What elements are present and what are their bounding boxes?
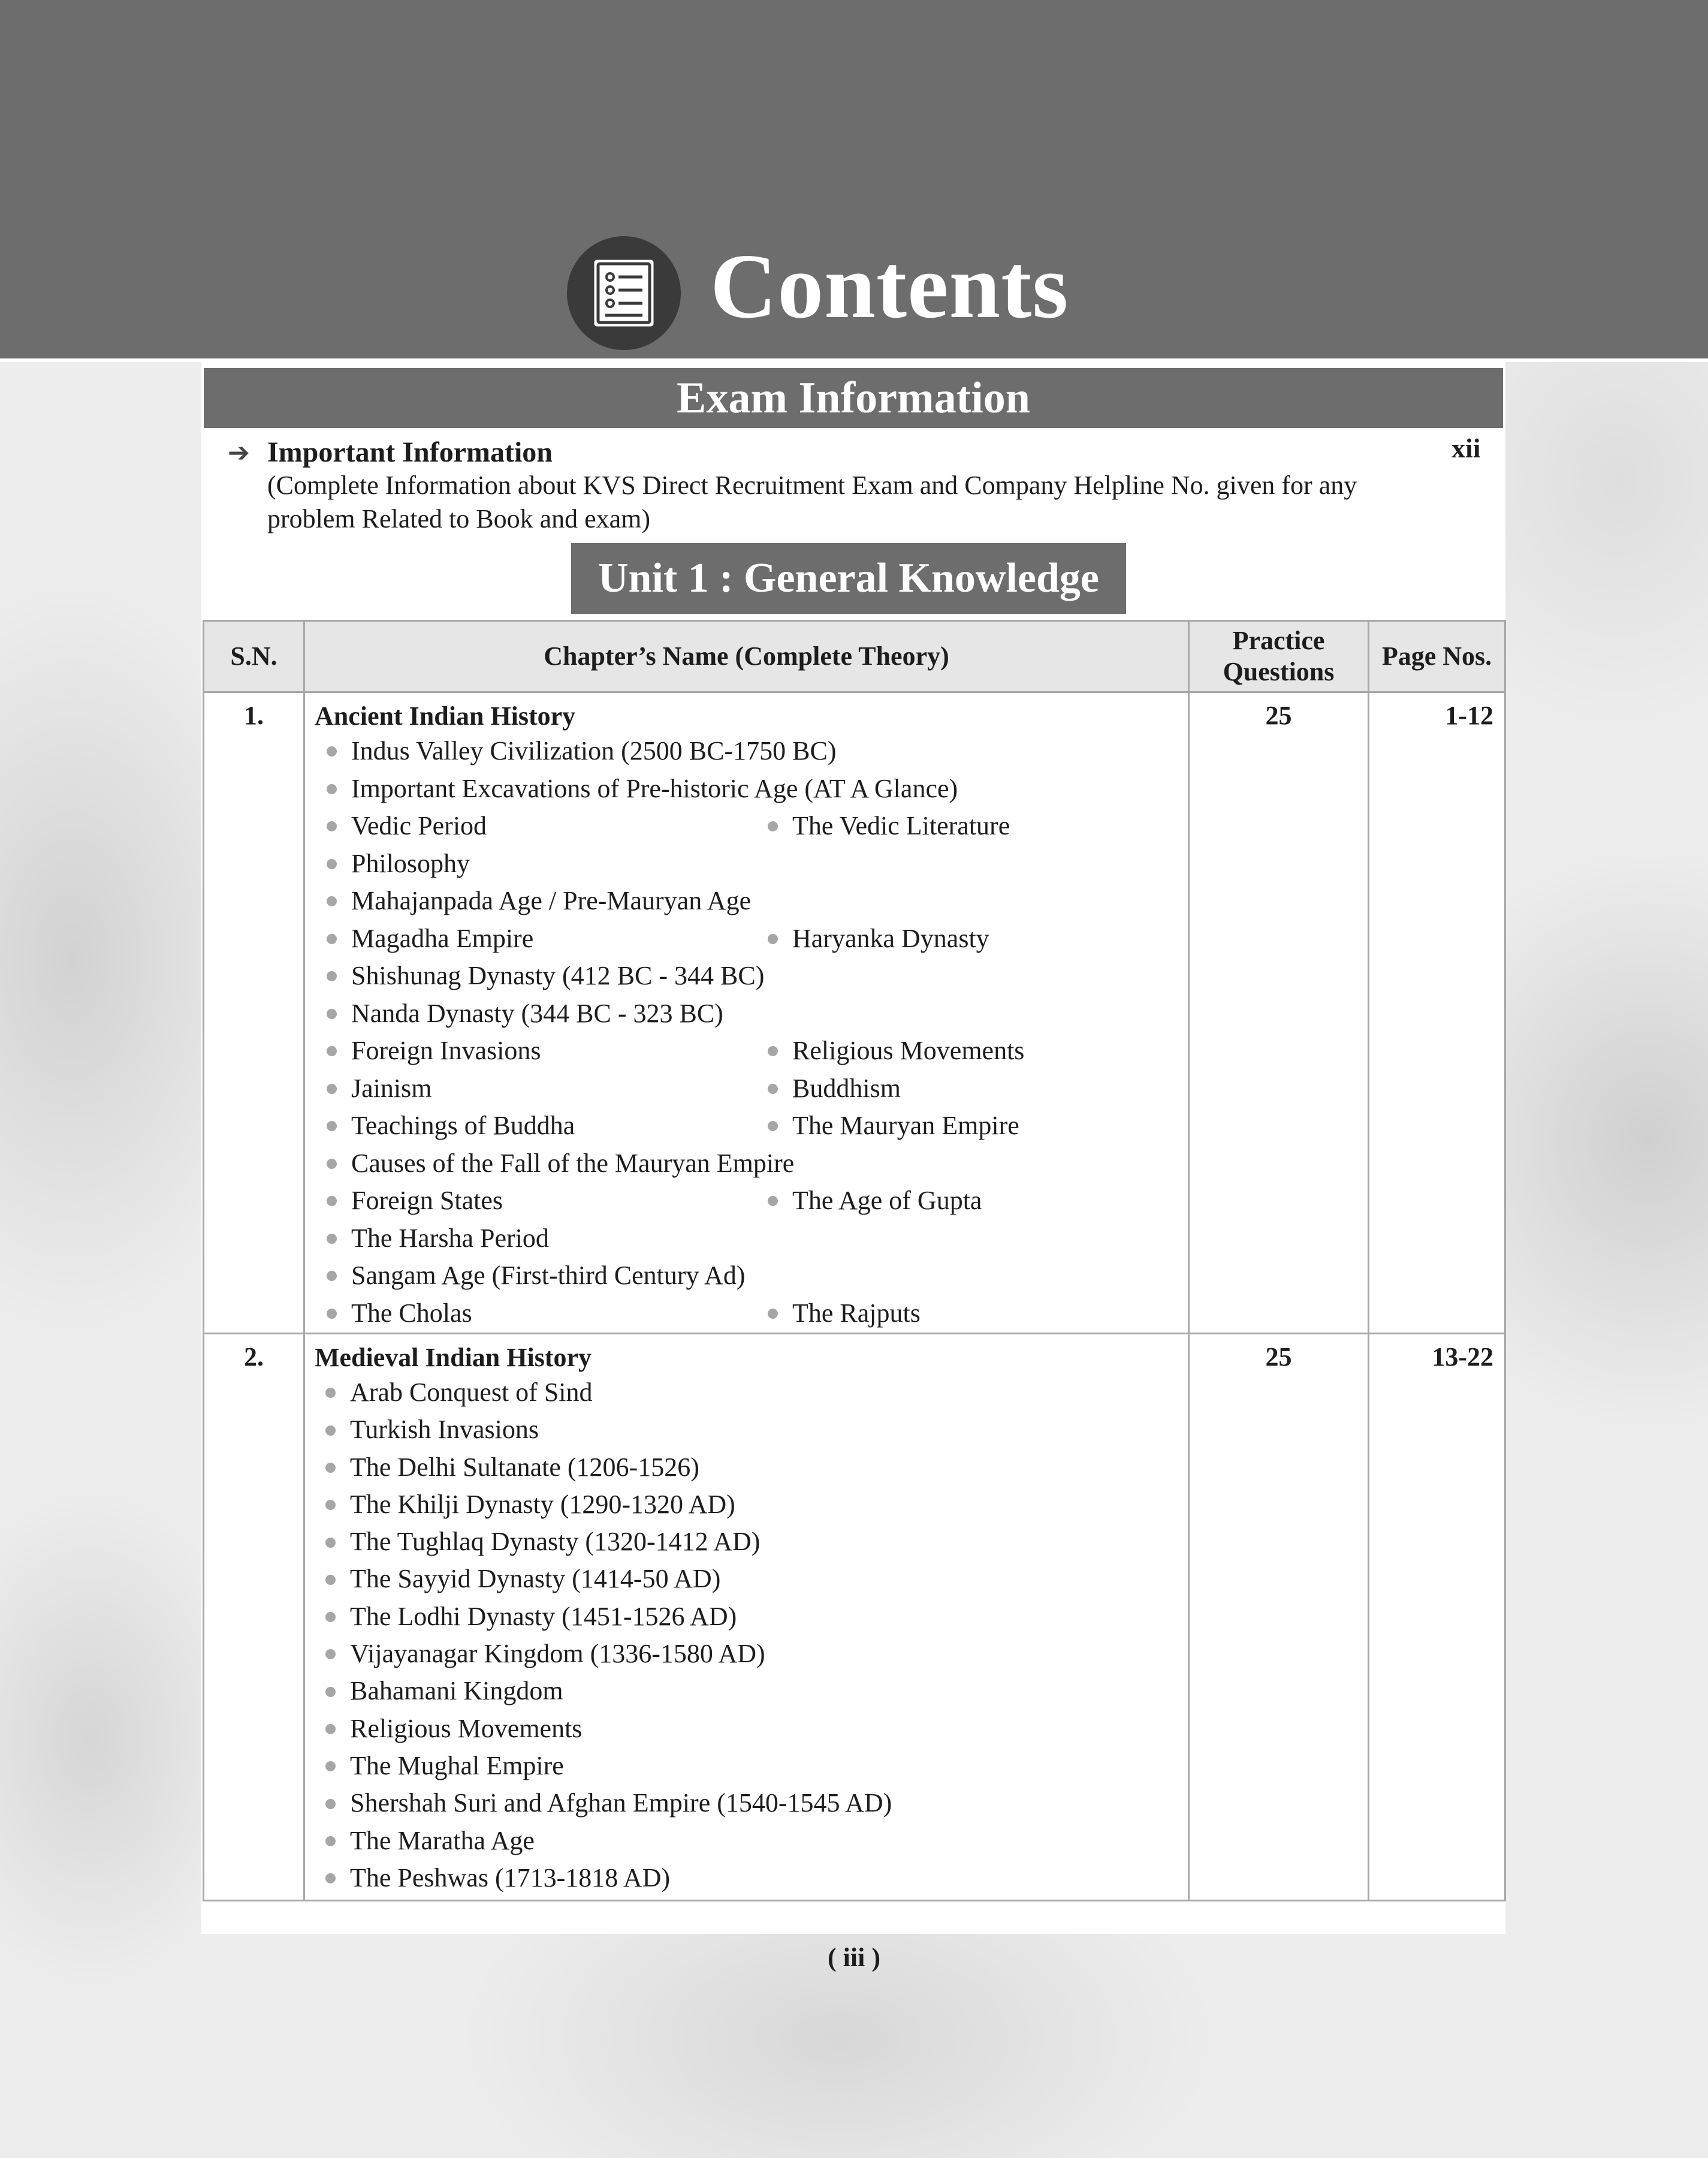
topic-item: [325, 1598, 737, 1635]
topic-label: Vijayanagar Kingdom (1336-1580 AD): [350, 1639, 765, 1669]
topic-label: Causes of the Fall of the Mauryan Empire: [351, 1148, 795, 1178]
topic-line: [305, 1374, 1188, 1411]
topic-label: The Cholas: [351, 1298, 472, 1328]
topic-label: Shishunag Dynasty (412 BC - 344 BC): [351, 961, 765, 990]
header-sn: S.N.: [204, 621, 304, 692]
topic-label: Teachings of Buddha: [351, 1111, 575, 1140]
row-chapter: [304, 692, 1189, 1334]
bullet-icon: [327, 1159, 337, 1169]
bullet-icon: [327, 971, 337, 981]
topic-item: [327, 1145, 794, 1183]
topic-line: [305, 770, 1188, 808]
topic-line: [305, 1449, 1188, 1486]
topic-item: [327, 733, 837, 770]
bullet-icon: [327, 859, 337, 869]
topic-line: [305, 1635, 1188, 1672]
topic-item: [327, 995, 723, 1033]
bullet-icon: [325, 1761, 336, 1771]
topic-item: [325, 1374, 593, 1411]
topic-label: Shershah Suri and Afghan Empire (1540-1545 AD): [350, 1788, 892, 1818]
topic-line: [305, 1295, 1188, 1333]
topic-item: [327, 1220, 549, 1258]
topic-line: [305, 995, 1188, 1033]
bullet-icon: [325, 1500, 336, 1510]
row-practice: 25: [1189, 1334, 1369, 1901]
bullet-icon: [325, 1463, 336, 1473]
topic-item: [325, 1672, 563, 1710]
bullet-icon: [768, 1196, 778, 1206]
exam-info-heading: Exam Information: [204, 368, 1503, 428]
topic-item: [327, 1182, 503, 1220]
topic-item: [768, 920, 989, 958]
topic-item: [325, 1560, 720, 1598]
header-page: Page Nos.: [1369, 621, 1505, 692]
bullet-icon: [325, 1799, 336, 1809]
topic-line: [305, 1785, 1188, 1822]
bullet-icon: [327, 1234, 337, 1244]
topic-label: The Rajputs: [792, 1298, 921, 1328]
topic-item: [325, 1710, 582, 1747]
topic-label: The Age of Gupta: [792, 1186, 982, 1215]
bullet-icon: [768, 1121, 778, 1131]
topic-item: [325, 1411, 539, 1448]
topic-item: [768, 807, 1010, 845]
topic-item: [325, 1859, 670, 1897]
topic-line: [305, 733, 1188, 770]
bullet-icon: [327, 1009, 337, 1019]
topic-line: [305, 1070, 1188, 1108]
row-chapter: [304, 1334, 1189, 1901]
topic-label: Religious Movements: [792, 1036, 1025, 1065]
topic-line: [305, 1220, 1188, 1258]
bullet-icon: [325, 1873, 336, 1883]
row-pages: 1-12: [1369, 692, 1505, 1334]
topic-item: [327, 1070, 431, 1108]
bullet-icon: [768, 821, 778, 831]
bullet-icon: [325, 1649, 336, 1659]
chapter-title: Medieval Indian History: [315, 1343, 592, 1372]
bullet-icon: [327, 1084, 337, 1094]
unit-heading: Unit 1 : General Knowledge: [571, 543, 1126, 614]
topic-line: [305, 1672, 1188, 1710]
topic-item: [325, 1635, 765, 1672]
topic-label: Arab Conquest of Sind: [350, 1378, 593, 1407]
bullet-icon: [327, 746, 337, 756]
topic-item: [768, 1070, 901, 1108]
bullet-icon: [327, 1046, 337, 1056]
important-info-page: xii: [1452, 433, 1481, 463]
topic-line: [305, 1560, 1188, 1598]
bullet-icon: [768, 1309, 778, 1319]
topic-item: [327, 957, 764, 995]
topic-line: [305, 807, 1188, 845]
topic-line: [305, 1257, 1188, 1295]
bullet-icon: [327, 821, 337, 831]
topic-label: The Vedic Literature: [792, 811, 1010, 840]
table-row: [204, 1334, 1505, 1901]
topic-line: [305, 957, 1188, 995]
topic-label: Foreign States: [351, 1186, 503, 1215]
topic-label: Magadha Empire: [351, 923, 534, 953]
topic-item: [327, 807, 487, 845]
bullet-icon: [325, 1575, 336, 1585]
topic-label: The Mauryan Empire: [792, 1111, 1019, 1140]
table-row: [204, 692, 1505, 1334]
topic-line: [305, 1107, 1188, 1145]
topic-label: The Khilji Dynasty (1290-1320 AD): [350, 1489, 735, 1519]
topic-item: [327, 920, 533, 958]
topic-label: Religious Movements: [350, 1713, 583, 1743]
contents-table: [203, 620, 1506, 1901]
topic-list: [305, 1374, 1188, 1897]
row-sn: 1.: [204, 692, 304, 1334]
topic-item: [327, 1295, 472, 1333]
bullet-icon: [325, 1388, 336, 1398]
topic-label: Indus Valley Civilization (2500 BC-1750 BC): [351, 736, 837, 765]
topic-label: Sangam Age (First-third Century Ad): [351, 1261, 746, 1290]
bullet-icon: [325, 1836, 336, 1846]
bullet-icon: [768, 1084, 778, 1094]
checklist-icon: [567, 236, 681, 350]
topic-line: [305, 1598, 1188, 1635]
bullet-icon: [327, 896, 337, 906]
topic-line: [305, 1523, 1188, 1560]
topic-item: [768, 1032, 1024, 1070]
topic-label: The Harsha Period: [351, 1223, 549, 1253]
topic-item: [327, 1107, 575, 1145]
topic-line: [305, 1710, 1188, 1747]
bullet-icon: [325, 1724, 336, 1734]
table-header-row: [204, 621, 1505, 692]
topic-label: The Tughlaq Dynasty (1320-1412 AD): [350, 1527, 761, 1557]
bullet-icon: [327, 1121, 337, 1131]
topic-line: [305, 1411, 1188, 1448]
bullet-icon: [325, 1612, 336, 1622]
topic-item: [325, 1747, 564, 1785]
chapter-title: Ancient Indian History: [315, 701, 576, 731]
topic-label: Nanda Dynasty (344 BC - 323 BC): [351, 998, 723, 1028]
row-pages: 13-22: [1369, 1334, 1505, 1901]
topic-label: Bahamani Kingdom: [350, 1676, 563, 1706]
topic-label: Mahajanpada Age / Pre-Mauryan Age: [351, 886, 752, 915]
topic-item: [768, 1107, 1019, 1145]
bullet-icon: [768, 934, 778, 944]
topic-item: [325, 1523, 760, 1560]
page-title: Contents: [710, 236, 1069, 337]
topic-line: [305, 845, 1188, 883]
topic-item: [327, 845, 470, 883]
arrow-right-icon: ➔: [228, 438, 250, 468]
topic-label: The Mughal Empire: [350, 1750, 564, 1780]
topic-item: [325, 1785, 892, 1822]
topic-item: [327, 1257, 746, 1295]
topic-item: [327, 882, 751, 920]
bullet-icon: [327, 784, 337, 794]
bullet-icon: [768, 1046, 778, 1056]
topic-item: [327, 770, 958, 808]
row-sn: 2.: [204, 1334, 304, 1901]
topic-label: Important Excavations of Pre-historic Age (AT A Glance): [351, 773, 958, 803]
bullet-icon: [327, 1309, 337, 1319]
topic-list: [305, 733, 1188, 1332]
topic-item: [768, 1182, 982, 1220]
topic-label: Buddhism: [792, 1073, 901, 1103]
topic-item: [325, 1486, 735, 1523]
bullet-icon: [325, 1538, 336, 1548]
topic-item: [325, 1822, 535, 1859]
bullet-icon: [325, 1425, 336, 1436]
bullet-icon: [327, 1196, 337, 1206]
topic-label: Vedic Period: [351, 811, 487, 840]
header-practice: Practice Questions: [1189, 621, 1369, 692]
topic-item: [325, 1449, 699, 1486]
topic-label: Foreign Invasions: [351, 1036, 541, 1065]
topic-line: [305, 1182, 1188, 1220]
topic-line: [305, 1747, 1188, 1785]
topic-label: The Sayyid Dynasty (1414-50 AD): [350, 1564, 721, 1594]
row-practice: 25: [1189, 692, 1369, 1334]
topic-label: Philosophy: [351, 848, 470, 878]
topic-label: The Lodhi Dynasty (1451-1526 AD): [350, 1601, 737, 1631]
topic-label: Jainism: [351, 1073, 432, 1103]
header-chapter: Chapter’s Name (Complete Theory): [304, 621, 1189, 692]
topic-line: [305, 882, 1188, 920]
bullet-icon: [327, 1271, 337, 1281]
topic-line: [305, 1486, 1188, 1523]
topic-label: Turkish Invasions: [350, 1415, 539, 1445]
topic-line: [305, 1859, 1188, 1897]
bullet-icon: [327, 934, 337, 944]
important-info-title: Important Information: [267, 436, 553, 468]
topic-label: Haryanka Dynasty: [792, 923, 989, 953]
topic-line: [305, 1145, 1188, 1183]
topic-label: The Delhi Sultanate (1206-1526): [350, 1452, 699, 1482]
topic-item: [327, 1032, 541, 1070]
important-info-description: (Complete Information about KVS Direct Recruitment Exam and Company Helpline No. given for any problem Related to Book and exam): [267, 471, 1357, 534]
topic-line: [305, 1032, 1188, 1070]
topic-label: The Peshwas (1713-1818 AD): [350, 1862, 671, 1892]
topic-line: [305, 1822, 1188, 1859]
page-number: ( iii ): [828, 1943, 880, 1972]
topic-label: The Maratha Age: [350, 1825, 535, 1855]
topic-item: [768, 1295, 921, 1333]
bullet-icon: [325, 1687, 336, 1697]
topic-line: [305, 920, 1188, 958]
